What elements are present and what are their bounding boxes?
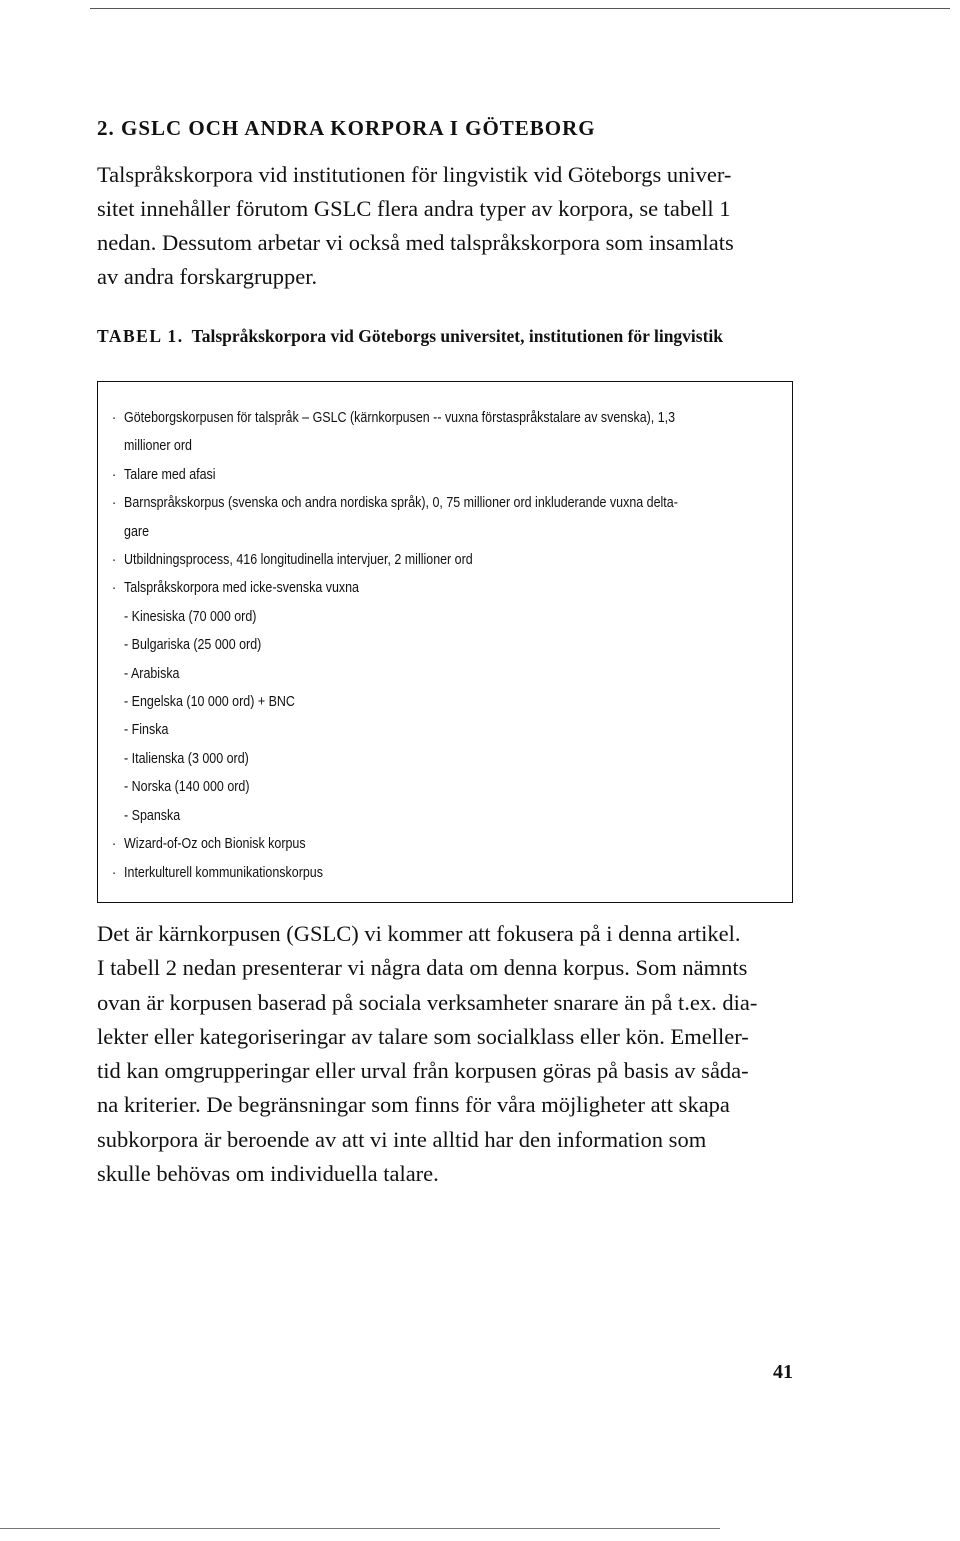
intro-line: sitet innehåller förutom GSLC flera andra typer av korpora, se tabell 1 <box>97 196 731 221</box>
bullet-icon: · <box>112 552 117 569</box>
body-line: na kriterier. De begränsningar som finns för våra möjligheter att skapa <box>97 1092 730 1118</box>
page-number: 41 <box>773 1361 793 1383</box>
intro-line: av andra forskargrupper. <box>97 264 318 289</box>
table-caption <box>97 326 723 347</box>
bottom-rule <box>0 1528 720 1529</box>
list-item <box>112 830 680 858</box>
corpus-table <box>97 381 793 903</box>
sub-item: - Finska <box>124 722 169 739</box>
sub-item: - Norska (140 000 ord) <box>124 779 250 796</box>
bullet-icon: · <box>112 410 117 426</box>
section-heading: 2. GSLC OCH ANDRA KORPORA I GÖTEBORG <box>97 116 596 140</box>
body-line: Det är kärnkorpusen (GSLC) vi kommer att fokusera på i denna artikel. <box>97 921 741 946</box>
list-item-text: Interkulturell kommunikationskorpus <box>124 864 323 881</box>
list-item <box>112 574 680 602</box>
body-line: lekter eller kategoriseringar av talare som socialklass eller kön. Emeller- <box>97 1023 749 1049</box>
sub-item: - Bulgariska (25 000 ord) <box>124 637 262 654</box>
list-item-text: Barnspråkskorpus (svenska och andra nordiska språk), 0, 75 millioner ord inkluderande vuxna delta- <box>124 495 678 512</box>
table-caption-text: Talspråkskorpora vid Göteborgs universitet, institutionen för lingvistik <box>191 326 724 346</box>
body-line: I tabell 2 nedan presenterar vi några data om denna korpus. Som nämnts <box>97 955 748 981</box>
list-item-continuation: millioner ord <box>124 438 192 455</box>
list-item-text: Göteborgskorpusen för talspråk – GSLC (kärnkorpusen -- vuxna förstaspråkstalare av svenska), 1,3 <box>124 410 676 426</box>
list-item <box>112 546 680 574</box>
list-item-text: Talspråkskorpora med icke-svenska vuxna <box>124 580 359 597</box>
sub-item: - Engelska (10 000 ord) + BNC <box>124 694 295 711</box>
body-paragraph <box>97 917 802 1191</box>
bullet-icon: · <box>112 580 117 597</box>
intro-paragraph <box>97 158 797 294</box>
body-line: skulle behövas om individuella talare. <box>97 1161 439 1187</box>
table-label: TABEL 1. <box>97 326 184 346</box>
bullet-icon: · <box>112 495 117 512</box>
corpus-list <box>112 404 680 887</box>
sub-item: - Arabiska <box>124 665 180 682</box>
list-item-text: Talare med afasi <box>124 466 216 483</box>
intro-line: Talspråkskorpora vid institutionen för lingvistik vid Göteborgs univer- <box>97 162 732 187</box>
list-item <box>112 489 680 517</box>
bullet-icon: · <box>112 836 117 853</box>
list-item-text: Utbildningsprocess, 416 longitudinella intervjuer, 2 millioner ord <box>124 552 473 569</box>
intro-line: nedan. Dessutom arbetar vi också med talspråkskorpora som insamlats <box>97 230 734 255</box>
list-item <box>112 461 680 489</box>
list-item-continuation: gare <box>124 523 150 540</box>
sub-item: - Italienska (3 000 ord) <box>124 750 249 767</box>
body-line: subkorpora är beroende av att vi inte alltid har den information som <box>97 1126 707 1152</box>
body-line: ovan är korpusen baserad på sociala verksamheter snarare än på t.ex. dia- <box>97 989 758 1015</box>
sub-item: - Spanska <box>124 807 181 824</box>
bullet-icon: · <box>112 864 117 881</box>
list-item-text: Wizard-of-Oz och Bionisk korpus <box>124 836 306 853</box>
sub-item: - Kinesiska (70 000 ord) <box>124 608 257 625</box>
top-rule <box>90 8 950 9</box>
list-item <box>112 404 680 432</box>
body-line: tid kan omgrupperingar eller urval från korpusen göras på basis av såda- <box>97 1058 749 1084</box>
bullet-icon: · <box>112 466 117 483</box>
list-item <box>112 859 680 887</box>
